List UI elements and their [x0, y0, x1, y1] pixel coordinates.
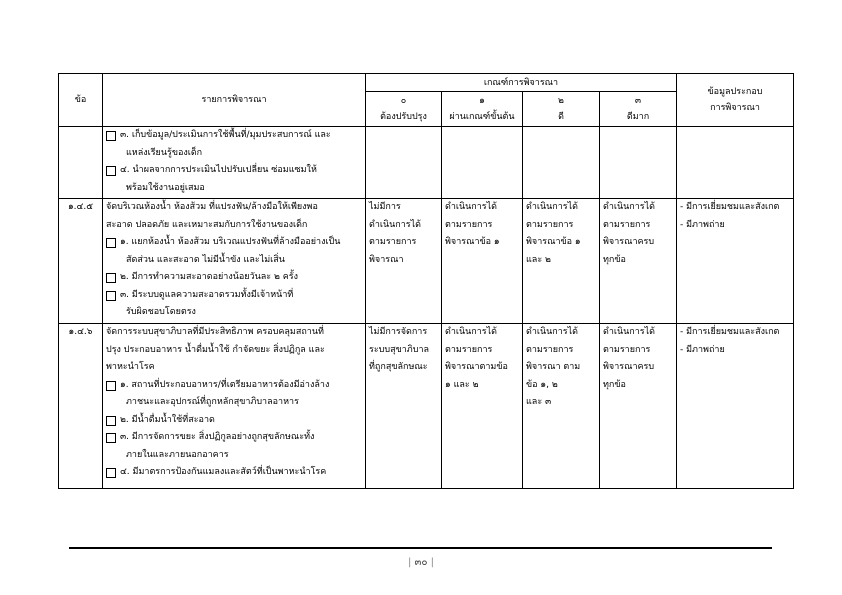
row-number: ๑.๔.๕ [59, 199, 103, 324]
checkbox-icon[interactable] [106, 416, 116, 426]
checklist-item-text: ภายในและภายนอกอาคาร [126, 449, 229, 460]
info-text: - มีภาพถ่าย [680, 219, 725, 230]
level-text: ตามรายการ [445, 344, 493, 355]
info-cell [677, 324, 794, 489]
checkbox-icon[interactable] [106, 131, 116, 141]
header-level-3 [600, 92, 677, 127]
checkbox-icon[interactable] [106, 291, 116, 301]
criteria-intro: สะอาด ปลอดภัย และเหมาะสมกับการใช้งานของเด็ก [106, 219, 308, 230]
header-info [677, 74, 794, 127]
table-row [59, 199, 794, 324]
info-text: - มีภาพถ่าย [680, 344, 725, 355]
evaluation-table [58, 73, 794, 489]
header-criteria: เกณฑ์การพิจารณา [366, 74, 677, 92]
header-level-2 [523, 92, 600, 127]
level-text: ข้อ ๑, ๒ [526, 379, 558, 390]
checklist-item [106, 412, 362, 430]
criteria-intro: ปรุง ประกอบอาหาร น้ำดื่มน้ำใช้ กำจัดขยะ สิ่งปฏิกูล และ [106, 344, 325, 355]
row-number [59, 127, 103, 199]
level-text: ตามรายการ [526, 219, 574, 230]
level-text: พิจารณาข้อ ๑ [526, 237, 581, 247]
level-text: ไม่มีการจัดการ [369, 327, 428, 337]
level-text: ตามรายการ [603, 344, 651, 355]
checklist-item [106, 269, 362, 287]
row-criteria-cell [103, 127, 366, 199]
level-number: ๐ [400, 96, 407, 106]
level-2-cell [523, 324, 600, 489]
level-text: และ ๓ [526, 397, 552, 407]
row-criteria-cell [103, 324, 366, 489]
info-cell [677, 199, 794, 324]
checkbox-icon[interactable] [106, 468, 116, 478]
checklist-item-text: ๓. มีการจัดการขยะ สิ่งปฏิกูลอย่างถูกสุขลักษณะทั้ง [120, 432, 315, 442]
page-number [0, 555, 842, 570]
checklist-item-text: ๔. นำผลจากการประเมินไปปรับเปลี่ยน ซ่อมแซมให้ [120, 165, 317, 175]
checklist-item [106, 234, 362, 269]
divider: | [407, 557, 412, 568]
level-label: ดีมาก [626, 112, 650, 122]
level-number: ๒ [558, 96, 564, 106]
info-cell [677, 127, 794, 199]
level-text: พิจารณาครบ [603, 362, 655, 372]
checklist-item-text: พร้อมใช้งานอยู่เสมอ [126, 182, 205, 193]
level-text: ตามรายการ [369, 237, 417, 247]
checklist-item-text: ๑. แยกห้องน้ำ ห้องส้วม บริเวณแปรงฟันที่ล้างมืออย่างเป็น [120, 237, 341, 247]
table-row [59, 324, 794, 489]
criteria-intro: จัดการระบบสุขาภิบาลที่มีประสิทธิภาพ ครอบคลุมสถานที่ [106, 327, 324, 337]
level-3-cell [600, 127, 677, 199]
checklist-item [106, 464, 362, 482]
checklist-item-text: รับผิดชอบโดยตรง [126, 307, 196, 317]
level-text: ดำเนินการได้ [603, 327, 655, 337]
checklist-item-text: ๒. มีน้ำดื่มน้ำใช้ที่สะอาด [120, 414, 215, 425]
level-text: ตามรายการ [603, 219, 651, 230]
checklist-item [106, 429, 362, 464]
level-text: พิจารณา ตาม [526, 362, 581, 372]
divider: | [430, 557, 435, 568]
checklist-item-text: ๓. มีระบบดูแลความสะอาดรวมทั้งมีเจ้าหน้าที่ [120, 289, 294, 300]
info-text: - มีการเยี่ยมชมและสังเกต [680, 327, 780, 337]
checklist-item [106, 287, 362, 322]
checkbox-icon[interactable] [106, 381, 116, 391]
level-2-cell [523, 127, 600, 199]
criteria-intro: พาหะนำโรค [106, 362, 155, 372]
level-1-cell [442, 199, 523, 324]
level-text: ที่ถูกสุขลักษณะ [369, 362, 428, 372]
table-row [59, 127, 794, 199]
checklist-item-text: สัดส่วน และสะอาด ไม่มีน้ำขัง และไม่เสิ่น [126, 254, 285, 265]
level-number: ๓ [634, 96, 642, 106]
level-text: พิจารณา [369, 254, 404, 265]
level-3-cell [600, 324, 677, 489]
level-text: ไม่มีการ [369, 202, 401, 212]
level-0-cell [366, 127, 442, 199]
level-text: ระบบสุขาภิบาล [369, 344, 430, 355]
header-item: รายการพิจารณา [103, 74, 366, 127]
level-text: ตามรายการ [445, 219, 493, 230]
level-text: ตามรายการ [526, 344, 574, 355]
level-text: พิจารณาตามข้อ [445, 362, 508, 372]
level-1-cell [442, 127, 523, 199]
checklist-item-text: ๑. สถานที่ประกอบอาหาร/ที่เตรียมอาหารต้องมีอ่างล้าง [120, 379, 330, 390]
header-info-line1: ข้อมูลประกอบ [707, 87, 763, 97]
level-text: ทุกข้อ [603, 379, 626, 390]
level-0-cell [366, 199, 442, 324]
header-level-0 [366, 92, 442, 127]
level-text: ดำเนินการได้ [445, 202, 497, 212]
level-label: ต้องปรับปรุง [380, 112, 427, 122]
header-no: ข้อ [59, 74, 103, 127]
row-number: ๑.๔.๖ [59, 324, 103, 489]
level-3-cell [600, 199, 677, 324]
level-text: และ ๒ [526, 254, 551, 265]
checklist-item-text: ๓. เก็บข้อมูล/ประเมินการใช้พื้นที่/มุมประสบการณ์ และ [120, 130, 331, 140]
level-text: พิจารณาข้อ ๑ [445, 237, 500, 247]
level-number: ๑ [479, 96, 485, 106]
level-text: ทุกข้อ [603, 254, 626, 265]
level-text: ดำเนินการได้ [369, 219, 421, 230]
header-info-line2: การพิจารณา [710, 103, 760, 113]
checklist-item-text: แหล่งเรียนรู้ของเด็ก [126, 147, 203, 158]
info-text: - มีการเยี่ยมชมและสังเกต [680, 202, 780, 212]
level-text: พิจารณาครบ [603, 237, 655, 247]
checklist-item-text: ภาชนะและอุปกรณ์ที่ถูกหลักสุขาภิบาลอาหาร [126, 397, 299, 407]
checkbox-icon[interactable] [106, 273, 116, 283]
level-text: ดำเนินการได้ [603, 202, 655, 212]
checklist-item [106, 162, 362, 197]
checklist-item-text: ๒. มีการทำความสะอาดอย่างน้อยวันละ ๒ ครั้ง [120, 272, 299, 282]
level-0-cell [366, 324, 442, 489]
level-text: ๑ และ ๒ [445, 379, 479, 390]
header-level-1 [442, 92, 523, 127]
level-text: ดำเนินการได้ [526, 327, 578, 337]
page-number-text: ๓๐ [414, 557, 428, 568]
level-1-cell [442, 324, 523, 489]
level-label: ผ่านเกณฑ์ขั้นต้น [449, 112, 515, 122]
checkbox-icon[interactable] [106, 433, 116, 443]
footer-divider [69, 547, 772, 549]
checklist-item-text: ๔. มีมาตรการป้องกันแมลงและสัตว์ที่เป็นพาหะนำโรค [120, 467, 327, 477]
level-2-cell [523, 199, 600, 324]
checkbox-icon[interactable] [106, 166, 116, 176]
level-label: ดี [558, 112, 564, 122]
criteria-intro: จัดบริเวณห้องน้ำ ห้องส้วม ที่แปรงฟัน/ล้างมือให้เพียงพอ [106, 202, 318, 212]
checkbox-icon[interactable] [106, 238, 116, 248]
level-text: ดำเนินการได้ [526, 202, 578, 212]
checklist-item [106, 377, 362, 412]
row-criteria-cell [103, 199, 366, 324]
checklist-item [106, 127, 362, 162]
level-text: ดำเนินการได้ [445, 327, 497, 337]
